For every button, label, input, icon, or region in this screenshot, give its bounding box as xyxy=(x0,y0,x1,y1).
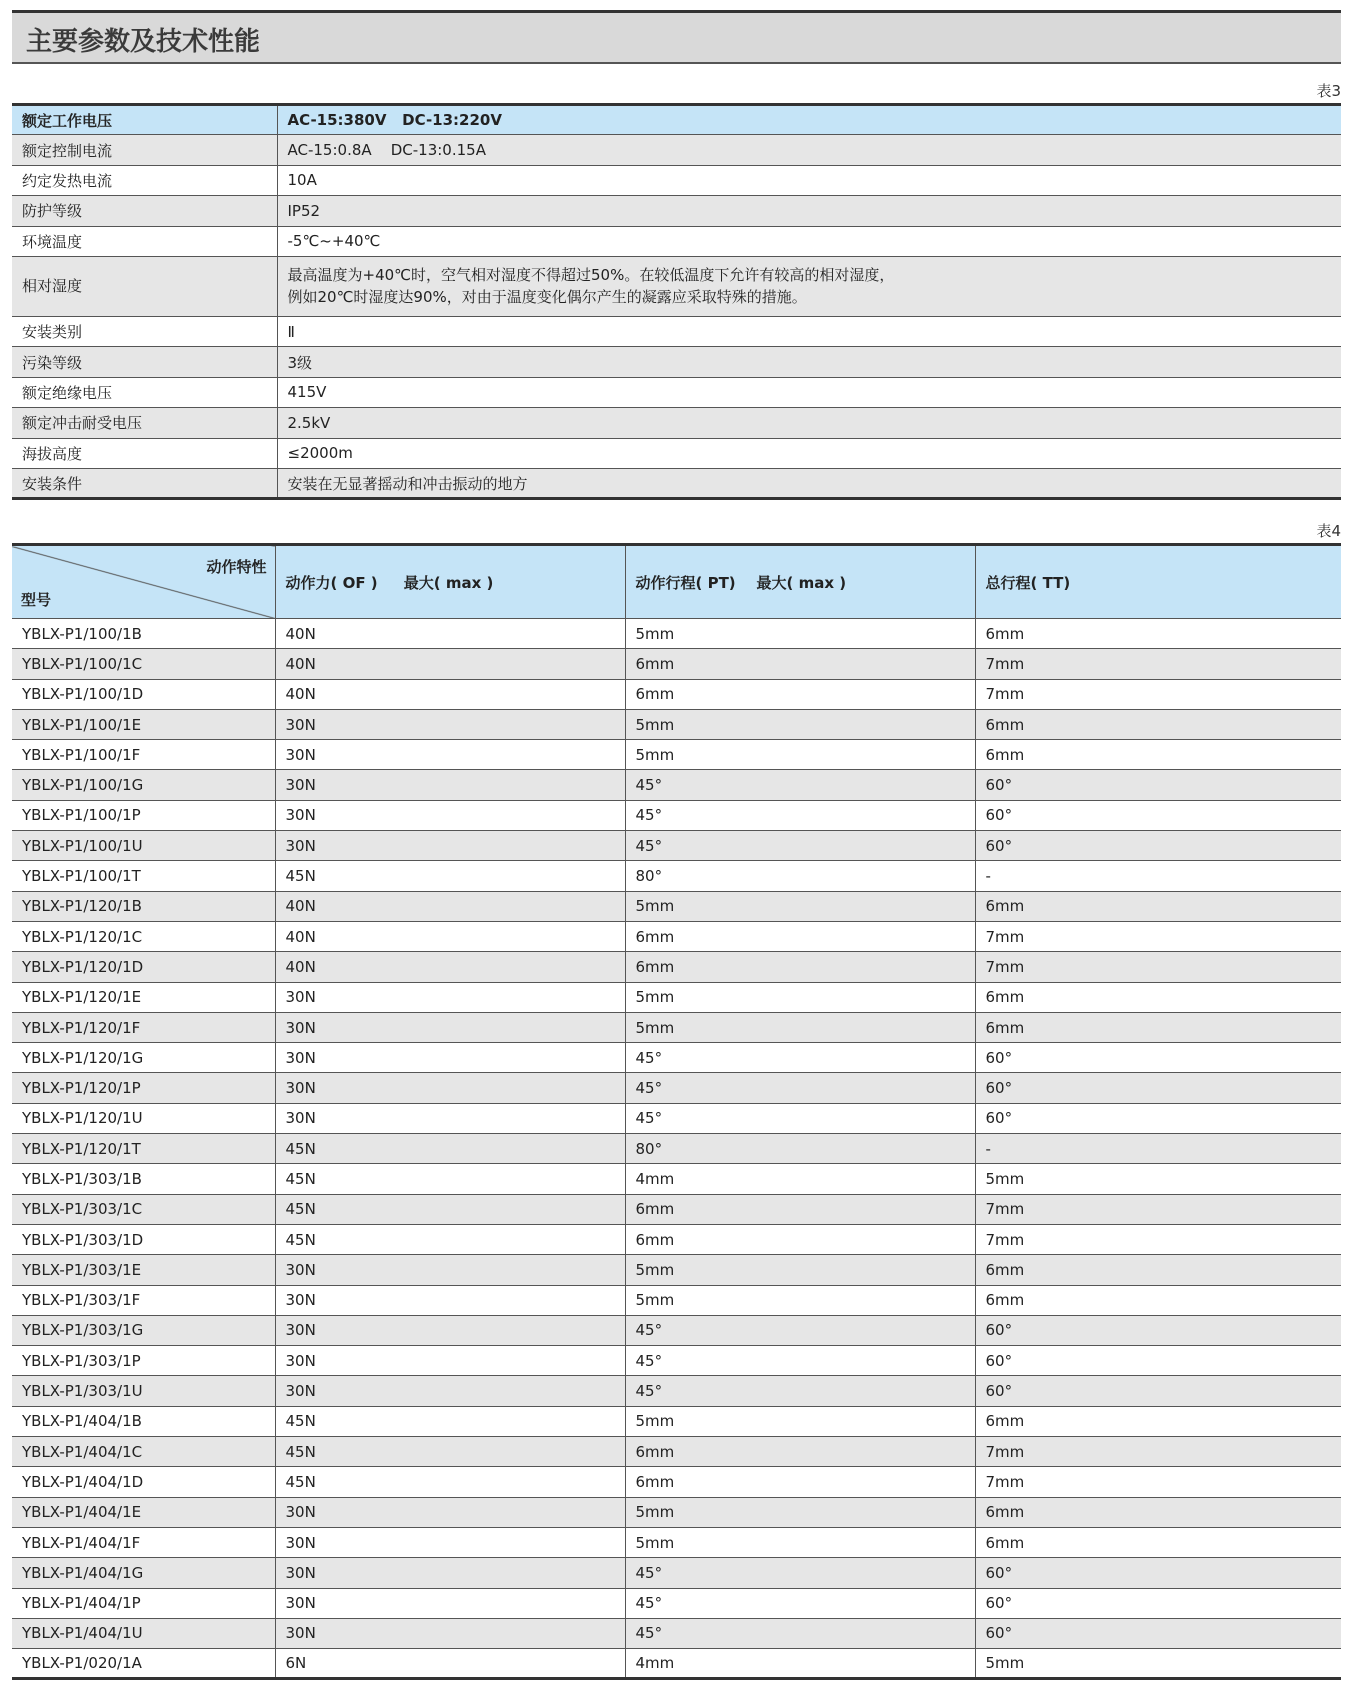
pretravel-cell: 6mm xyxy=(625,952,975,982)
table4-caption: 表4 xyxy=(1316,522,1341,540)
model-cell: YBLX-P1/020/1A xyxy=(12,1649,275,1679)
operating-force-cell: 30N xyxy=(275,1376,625,1406)
pretravel-cell: 45° xyxy=(625,1103,975,1133)
model-cell: YBLX-P1/100/1C xyxy=(12,649,275,679)
parameter-value: 10A xyxy=(277,165,1341,195)
total-travel-cell: 7mm xyxy=(975,952,1341,982)
operating-force-cell: 30N xyxy=(275,1103,625,1133)
operating-force-cell: 45N xyxy=(275,1437,625,1467)
parameter-label: 安装类别 xyxy=(12,316,277,346)
pretravel-cell: 5mm xyxy=(625,619,975,649)
total-travel-cell: 7mm xyxy=(975,649,1341,679)
table-row xyxy=(12,1558,1341,1588)
table-row xyxy=(12,1346,1341,1376)
operating-force-cell: 30N xyxy=(275,831,625,861)
operating-force-cell: 6N xyxy=(275,1649,625,1679)
model-cell: YBLX-P1/120/1B xyxy=(12,891,275,921)
table-row xyxy=(12,1043,1341,1073)
action-characteristics-table xyxy=(12,543,1341,1680)
operating-force-cell: 45N xyxy=(275,1467,625,1497)
model-cell: YBLX-P1/404/1G xyxy=(12,1558,275,1588)
model-cell: YBLX-P1/120/1D xyxy=(12,952,275,982)
table-row xyxy=(12,861,1341,891)
header-action-characteristics: 动作特性 xyxy=(206,558,267,576)
parameter-label: 额定控制电流 xyxy=(12,135,277,165)
model-cell: YBLX-P1/100/1E xyxy=(12,709,275,739)
parameter-label: 污染等级 xyxy=(12,347,277,377)
table-row xyxy=(12,1406,1341,1436)
operating-force-cell: 40N xyxy=(275,891,625,921)
table-row xyxy=(12,1497,1341,1527)
table-row xyxy=(12,891,1341,921)
parameter-value: AC-15:0.8A DC-13:0.15A xyxy=(277,135,1341,165)
total-travel-cell: 5mm xyxy=(975,1649,1341,1679)
operating-force-cell: 30N xyxy=(275,1255,625,1285)
total-travel-cell: 7mm xyxy=(975,1437,1341,1467)
table-row xyxy=(12,1134,1341,1164)
table-row xyxy=(12,1315,1341,1345)
pretravel-cell: 45° xyxy=(625,1043,975,1073)
total-travel-cell: 7mm xyxy=(975,1194,1341,1224)
total-travel-cell: 7mm xyxy=(975,679,1341,709)
parameter-row xyxy=(12,408,1341,438)
pretravel-cell: 5mm xyxy=(625,1406,975,1436)
header-operating-force: 动作力( OF ) 最大( max ) xyxy=(275,545,625,619)
model-cell: YBLX-P1/303/1E xyxy=(12,1255,275,1285)
parameter-row xyxy=(12,135,1341,165)
table-row xyxy=(12,1255,1341,1285)
table-row xyxy=(12,679,1341,709)
parameter-row xyxy=(12,316,1341,346)
pretravel-cell: 6mm xyxy=(625,1194,975,1224)
pretravel-cell: 45° xyxy=(625,1588,975,1618)
operating-force-cell: 30N xyxy=(275,1346,625,1376)
total-travel-cell: 60° xyxy=(975,800,1341,830)
model-cell: YBLX-P1/120/1F xyxy=(12,1012,275,1042)
model-cell: YBLX-P1/100/1F xyxy=(12,740,275,770)
table-row xyxy=(12,1588,1341,1618)
section-title: 主要参数及技术性能 xyxy=(26,27,261,57)
total-travel-cell: 6mm xyxy=(975,982,1341,1012)
operating-force-cell: 30N xyxy=(275,1285,625,1315)
section-header xyxy=(12,10,1341,64)
table-row xyxy=(12,619,1341,649)
table-row xyxy=(12,1527,1341,1557)
pretravel-cell: 5mm xyxy=(625,740,975,770)
parameter-value: 2.5kV xyxy=(277,408,1341,438)
pretravel-cell: 5mm xyxy=(625,1285,975,1315)
total-travel-cell: 60° xyxy=(975,1103,1341,1133)
model-cell: YBLX-P1/100/1U xyxy=(12,831,275,861)
parameter-value: -5℃~+40℃ xyxy=(277,226,1341,256)
total-travel-cell: 60° xyxy=(975,770,1341,800)
total-travel-cell: 7mm xyxy=(975,921,1341,951)
parameter-label: 防护等级 xyxy=(12,196,277,226)
parameters-table xyxy=(12,103,1341,500)
model-cell: YBLX-P1/404/1C xyxy=(12,1437,275,1467)
total-travel-cell: 6mm xyxy=(975,1285,1341,1315)
pretravel-cell: 45° xyxy=(625,1315,975,1345)
parameter-value: AC-15:380V DC-13:220V xyxy=(277,105,1341,135)
total-travel-cell: 7mm xyxy=(975,1467,1341,1497)
model-cell: YBLX-P1/120/1U xyxy=(12,1103,275,1133)
operating-force-cell: 40N xyxy=(275,921,625,951)
operating-force-cell: 30N xyxy=(275,1558,625,1588)
operating-force-cell: 30N xyxy=(275,1043,625,1073)
operating-force-cell: 45N xyxy=(275,1164,625,1194)
model-cell: YBLX-P1/120/1C xyxy=(12,921,275,951)
total-travel-cell: - xyxy=(975,861,1341,891)
pretravel-cell: 5mm xyxy=(625,709,975,739)
parameter-label: 相对湿度 xyxy=(12,256,277,316)
total-travel-cell: 60° xyxy=(975,1073,1341,1103)
model-cell: YBLX-P1/404/1P xyxy=(12,1588,275,1618)
parameter-row xyxy=(12,196,1341,226)
table-row xyxy=(12,1376,1341,1406)
pretravel-cell: 80° xyxy=(625,1134,975,1164)
operating-force-cell: 45N xyxy=(275,1406,625,1436)
parameter-row xyxy=(12,165,1341,195)
model-cell: YBLX-P1/303/1B xyxy=(12,1164,275,1194)
parameter-value: 415V xyxy=(277,377,1341,407)
parameter-label: 额定绝缘电压 xyxy=(12,377,277,407)
pretravel-cell: 5mm xyxy=(625,891,975,921)
total-travel-cell: 6mm xyxy=(975,1255,1341,1285)
model-cell: YBLX-P1/303/1D xyxy=(12,1224,275,1254)
total-travel-cell: 6mm xyxy=(975,1406,1341,1436)
model-cell: YBLX-P1/120/1E xyxy=(12,982,275,1012)
table-row xyxy=(12,1649,1341,1679)
operating-force-cell: 30N xyxy=(275,1618,625,1648)
parameter-label: 额定工作电压 xyxy=(12,105,277,135)
pretravel-cell: 5mm xyxy=(625,1497,975,1527)
total-travel-cell: 60° xyxy=(975,831,1341,861)
model-cell: YBLX-P1/404/1D xyxy=(12,1467,275,1497)
pretravel-cell: 45° xyxy=(625,770,975,800)
parameter-row xyxy=(12,105,1341,135)
table4-header-row xyxy=(12,545,1341,619)
total-travel-cell: 60° xyxy=(975,1618,1341,1648)
parameter-row xyxy=(12,377,1341,407)
pretravel-cell: 45° xyxy=(625,1558,975,1588)
model-cell: YBLX-P1/303/1C xyxy=(12,1194,275,1224)
pretravel-cell: 6mm xyxy=(625,649,975,679)
operating-force-cell: 30N xyxy=(275,982,625,1012)
pretravel-cell: 45° xyxy=(625,1073,975,1103)
parameter-value-line: 例如20℃时湿度达90%，对由于温度变化偶尔产生的凝露应采取特殊的措施。 xyxy=(287,288,807,307)
total-travel-cell: 6mm xyxy=(975,709,1341,739)
parameter-label: 额定冲击耐受电压 xyxy=(12,408,277,438)
table-row xyxy=(12,952,1341,982)
operating-force-cell: 30N xyxy=(275,1497,625,1527)
total-travel-cell: 60° xyxy=(975,1346,1341,1376)
operating-force-cell: 30N xyxy=(275,740,625,770)
total-travel-cell: 6mm xyxy=(975,891,1341,921)
model-cell: YBLX-P1/404/1F xyxy=(12,1527,275,1557)
pretravel-cell: 6mm xyxy=(625,1467,975,1497)
parameter-row xyxy=(12,438,1341,468)
parameter-value: 3级 xyxy=(277,347,1341,377)
operating-force-cell: 30N xyxy=(275,1315,625,1345)
pretravel-cell: 6mm xyxy=(625,1437,975,1467)
operating-force-cell: 30N xyxy=(275,1527,625,1557)
parameter-label: 环境温度 xyxy=(12,226,277,256)
parameter-value: 安装在无显著摇动和冲击振动的地方 xyxy=(277,468,1341,498)
operating-force-cell: 30N xyxy=(275,1073,625,1103)
total-travel-cell: 60° xyxy=(975,1315,1341,1345)
header-total-travel: 总行程( TT) xyxy=(975,545,1341,619)
total-travel-cell: 6mm xyxy=(975,1527,1341,1557)
table-row xyxy=(12,740,1341,770)
total-travel-cell: 60° xyxy=(975,1376,1341,1406)
pretravel-cell: 5mm xyxy=(625,1527,975,1557)
model-cell: YBLX-P1/404/1E xyxy=(12,1497,275,1527)
model-cell: YBLX-P1/303/1F xyxy=(12,1285,275,1315)
operating-force-cell: 40N xyxy=(275,679,625,709)
total-travel-cell: 60° xyxy=(975,1558,1341,1588)
model-cell: YBLX-P1/100/1D xyxy=(12,679,275,709)
table-row xyxy=(12,1073,1341,1103)
total-travel-cell: 5mm xyxy=(975,1164,1341,1194)
table3-caption: 表3 xyxy=(1316,82,1341,100)
pretravel-cell: 45° xyxy=(625,1376,975,1406)
operating-force-cell: 45N xyxy=(275,861,625,891)
model-cell: YBLX-P1/100/1B xyxy=(12,619,275,649)
pretravel-cell: 45° xyxy=(625,1618,975,1648)
table-row xyxy=(12,1194,1341,1224)
operating-force-cell: 45N xyxy=(275,1194,625,1224)
pretravel-cell: 5mm xyxy=(625,982,975,1012)
table-row xyxy=(12,709,1341,739)
parameter-label: 安装条件 xyxy=(12,468,277,498)
table-row xyxy=(12,1285,1341,1315)
operating-force-cell: 30N xyxy=(275,800,625,830)
model-cell: YBLX-P1/120/1T xyxy=(12,1134,275,1164)
table-row xyxy=(12,1164,1341,1194)
header-pretravel: 动作行程( PT) 最大( max ) xyxy=(625,545,975,619)
operating-force-cell: 30N xyxy=(275,709,625,739)
model-cell: YBLX-P1/404/1B xyxy=(12,1406,275,1436)
operating-force-cell: 40N xyxy=(275,952,625,982)
operating-force-cell: 30N xyxy=(275,1588,625,1618)
parameter-row xyxy=(12,468,1341,498)
total-travel-cell: 60° xyxy=(975,1043,1341,1073)
pretravel-cell: 45° xyxy=(625,800,975,830)
total-travel-cell: 6mm xyxy=(975,619,1341,649)
pretravel-cell: 6mm xyxy=(625,1224,975,1254)
table-row xyxy=(12,831,1341,861)
model-cell: YBLX-P1/100/1G xyxy=(12,770,275,800)
total-travel-cell: 6mm xyxy=(975,1497,1341,1527)
model-cell: YBLX-P1/120/1G xyxy=(12,1043,275,1073)
pretravel-cell: 5mm xyxy=(625,1255,975,1285)
model-cell: YBLX-P1/120/1P xyxy=(12,1073,275,1103)
operating-force-cell: 40N xyxy=(275,619,625,649)
pretravel-cell: 45° xyxy=(625,831,975,861)
table-row xyxy=(12,1012,1341,1042)
pretravel-cell: 4mm xyxy=(625,1164,975,1194)
operating-force-cell: 45N xyxy=(275,1224,625,1254)
table-row xyxy=(12,770,1341,800)
total-travel-cell: 6mm xyxy=(975,1012,1341,1042)
table-row xyxy=(12,1224,1341,1254)
pretravel-cell: 4mm xyxy=(625,1649,975,1679)
pretravel-cell: 80° xyxy=(625,861,975,891)
parameter-value: ≤2000m xyxy=(277,438,1341,468)
parameter-value xyxy=(277,256,1341,316)
parameter-value: Ⅱ xyxy=(277,316,1341,346)
pretravel-cell: 5mm xyxy=(625,1012,975,1042)
pretravel-cell: 45° xyxy=(625,1346,975,1376)
pretravel-cell: 6mm xyxy=(625,921,975,951)
parameter-row xyxy=(12,256,1341,316)
model-cell: YBLX-P1/303/1G xyxy=(12,1315,275,1345)
table-row xyxy=(12,1103,1341,1133)
model-cell: YBLX-P1/303/1P xyxy=(12,1346,275,1376)
operating-force-cell: 30N xyxy=(275,1012,625,1042)
model-cell: YBLX-P1/100/1P xyxy=(12,800,275,830)
table-row xyxy=(12,1437,1341,1467)
total-travel-cell: 7mm xyxy=(975,1224,1341,1254)
total-travel-cell: 60° xyxy=(975,1588,1341,1618)
total-travel-cell: 6mm xyxy=(975,740,1341,770)
table-row xyxy=(12,1467,1341,1497)
header-model: 型号 xyxy=(21,591,52,609)
operating-force-cell: 45N xyxy=(275,1134,625,1164)
model-cell: YBLX-P1/303/1U xyxy=(12,1376,275,1406)
parameter-row xyxy=(12,226,1341,256)
parameter-label: 约定发热电流 xyxy=(12,165,277,195)
table-row xyxy=(12,800,1341,830)
table-row xyxy=(12,1618,1341,1648)
operating-force-cell: 30N xyxy=(275,770,625,800)
diagonal-header-cell xyxy=(12,545,275,619)
total-travel-cell: - xyxy=(975,1134,1341,1164)
parameter-value: IP52 xyxy=(277,196,1341,226)
model-cell: YBLX-P1/404/1U xyxy=(12,1618,275,1648)
pretravel-cell: 6mm xyxy=(625,679,975,709)
parameter-value-line: 最高温度为+40℃时，空气相对湿度不得超过50%。在较低温度下允许有较高的相对湿度， xyxy=(287,266,895,285)
operating-force-cell: 40N xyxy=(275,649,625,679)
parameter-row xyxy=(12,347,1341,377)
parameter-label: 海拔高度 xyxy=(12,438,277,468)
table-row xyxy=(12,982,1341,1012)
table-row xyxy=(12,921,1341,951)
model-cell: YBLX-P1/100/1T xyxy=(12,861,275,891)
table-row xyxy=(12,649,1341,679)
